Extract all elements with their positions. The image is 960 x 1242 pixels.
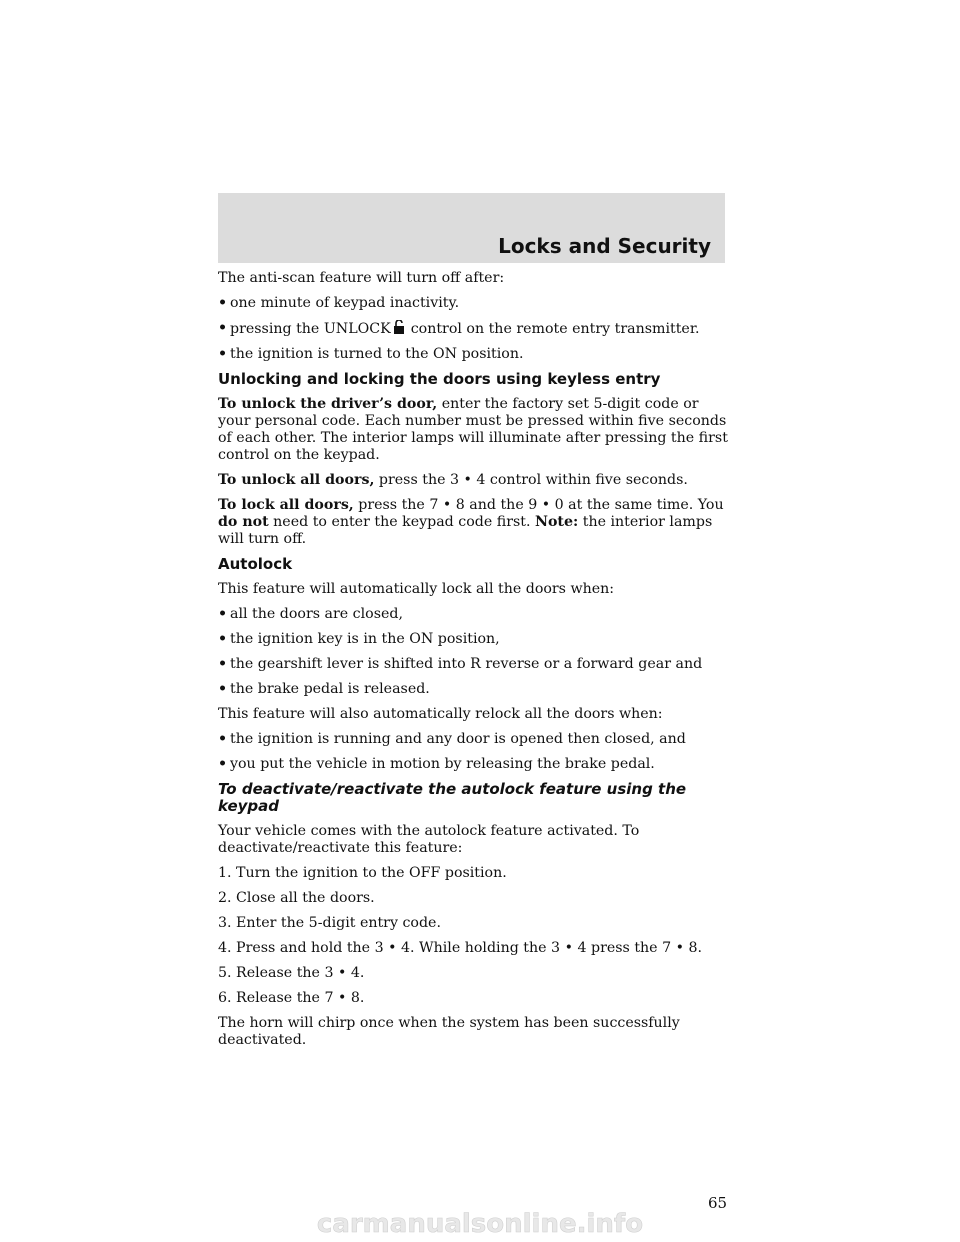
bullet-text-suffix: control on the remote entry transmitter. — [410, 321, 700, 337]
bullet-dot: • — [218, 631, 228, 647]
bullet-dot: • — [218, 346, 228, 362]
relock-intro: This feature will also automatically relock all the doors when: — [218, 706, 663, 722]
autolock-heading: Autolock — [218, 555, 293, 573]
driver-door-lead: To unlock the driver’s door, — [218, 396, 438, 412]
unlock-icon — [393, 320, 405, 334]
deactivate-step: 6. Release the 7 • 8. — [218, 990, 365, 1006]
autolock-bullet — [218, 606, 728, 623]
section-title: Locks and Security — [498, 234, 711, 258]
section-header-band — [218, 193, 725, 263]
page-number: 65 — [708, 1194, 728, 1212]
lock-all-text2: need to enter the keypad code first. — [273, 514, 531, 530]
deactivate-step: 3. Enter the 5-digit entry code. — [218, 915, 441, 931]
relock-bullet — [218, 756, 728, 773]
watermark-text: carmanualsonline.info — [316, 1209, 644, 1239]
bullet-dot: • — [218, 681, 228, 697]
watermark-logo — [0, 1205, 960, 1242]
bullet-text: the gearshift lever is shifted into R reverse or a forward gear and — [230, 656, 703, 672]
deactivate-step: 4. Press and hold the 3 • 4. While holding the 3 • 4 press the 7 • 8. — [218, 940, 703, 956]
deactivate-intro: Your vehicle comes with the autolock feature activated. To deactivate/reactivate this feature: — [218, 823, 640, 856]
bullet-text — [230, 320, 700, 338]
autolock-intro: This feature will automatically lock all the doors when: — [218, 581, 615, 597]
autolock-bullet — [218, 656, 728, 673]
bullet-dot: • — [218, 656, 228, 672]
lock-all-paragraph — [218, 497, 728, 548]
deactivate-step: 1. Turn the ignition to the OFF position. — [218, 865, 507, 881]
lock-all-lead: To lock all doors, — [218, 497, 354, 513]
bullet-text: the ignition key is in the ON position, — [230, 631, 500, 647]
keyless-heading: Unlocking and locking the doors using keyless entry — [218, 370, 661, 388]
bullet-text: the brake pedal is released. — [230, 681, 430, 697]
driver-door-text: enter the factory set 5-digit code or your personal code. Each number must be pressed within five seconds of each other. The interior lamps will illuminate after pressing the first control on the keypad. — [218, 396, 728, 463]
antiscan-bullet — [218, 295, 728, 312]
deactivate-step: 2. Close all the doors. — [218, 890, 375, 906]
antiscan-bullet — [218, 320, 728, 338]
deactivate-closing: The horn will chirp once when the system has been successfully deactivated. — [218, 1015, 680, 1048]
bullet-dot: • — [218, 731, 228, 747]
lock-all-text: press the 7 • 8 and the 9 • 0 at the same time. You — [358, 497, 724, 513]
unlock-all-lead: To unlock all doors, — [218, 472, 375, 488]
bullet-dot: • — [218, 320, 228, 336]
page-content — [218, 270, 728, 1057]
bullet-text: the ignition is running and any door is opened then closed, and — [230, 731, 686, 747]
bullet-dot: • — [218, 756, 228, 772]
antiscan-intro: The anti-scan feature will turn off after: — [218, 270, 505, 286]
antiscan-bullet — [218, 346, 728, 363]
bullet-text: the ignition is turned to the ON position. — [230, 346, 524, 362]
lock-all-donot: do not — [218, 514, 269, 530]
bullet-dot: • — [218, 295, 228, 311]
unlock-all-text: press the 3 • 4 control within five seconds. — [378, 472, 688, 488]
relock-bullet — [218, 731, 728, 748]
unlock-all-paragraph — [218, 472, 728, 489]
autolock-bullet — [218, 631, 728, 648]
lock-note-text: the interior lamps will turn off. — [218, 514, 713, 547]
bullet-text: all the doors are closed, — [230, 606, 403, 622]
lock-note-lead: Note: — [534, 514, 579, 530]
driver-door-paragraph — [218, 396, 728, 464]
deactivate-step: 5. Release the 3 • 4. — [218, 965, 365, 981]
bullet-text-part: pressing the UNLOCK — [230, 321, 391, 337]
bullet-text: one minute of keypad inactivity. — [230, 295, 460, 311]
autolock-bullet — [218, 681, 728, 698]
bullet-text: you put the vehicle in motion by releasing the brake pedal. — [230, 756, 655, 772]
bullet-dot: • — [218, 606, 228, 622]
deactivate-heading: To deactivate/reactivate the autolock feature using the keypad — [218, 780, 687, 815]
